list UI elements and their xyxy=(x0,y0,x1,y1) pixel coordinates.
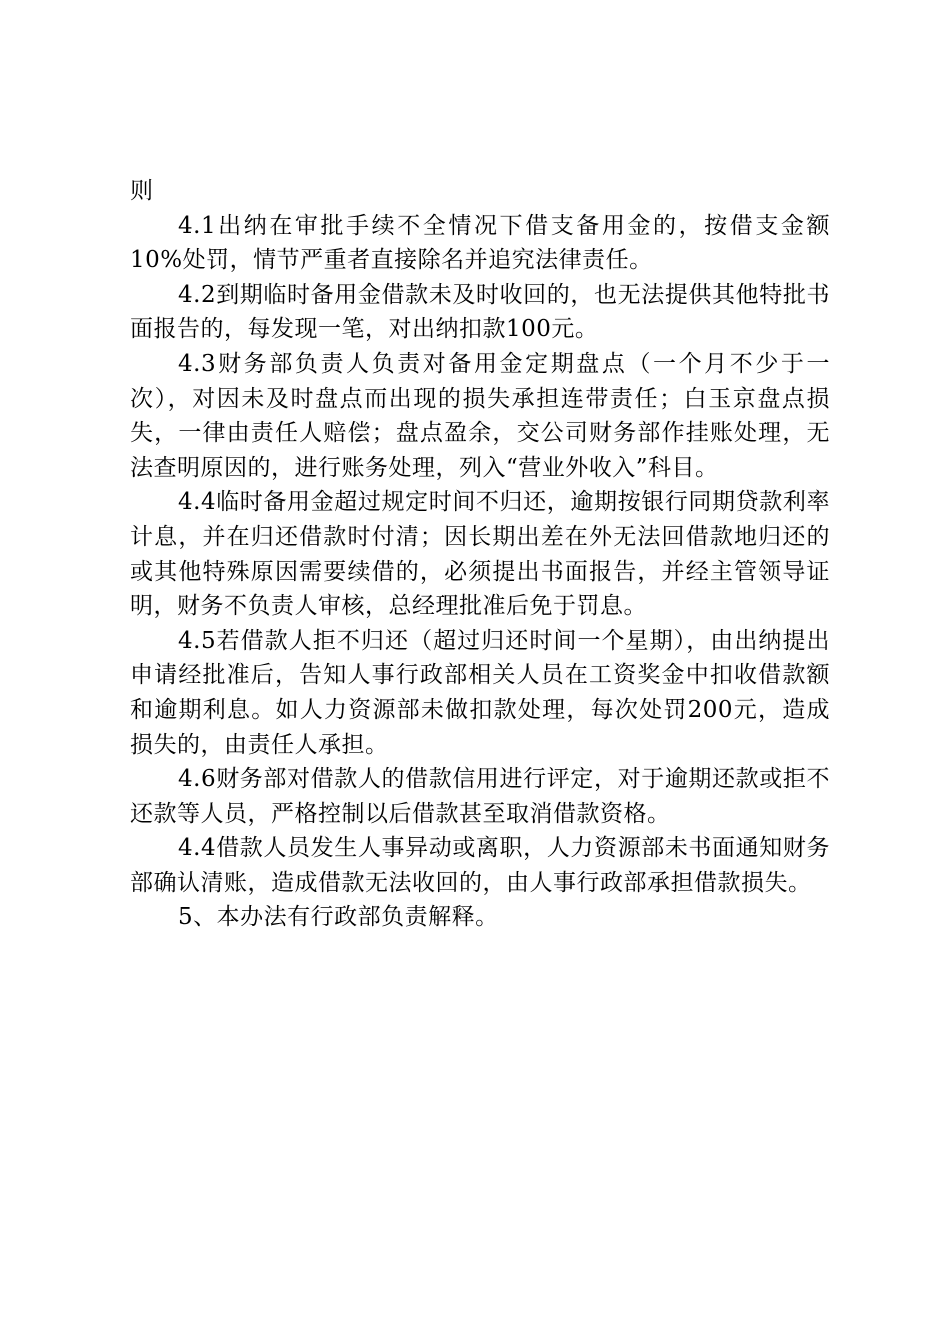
clause-4-1: 4.1出纳在审批手续不全情况下借支备用金的，按借支金额10%处罚，情节严重者直接除名并追究法律责任。 xyxy=(130,212,830,274)
clause-4-3: 4.3财务部负责人负责对备用金定期盘点（一个月不少于一次），对因未及时盘点而出现的损失承担连带责任；白玉京盘点损失，一律由责任人赔偿；盘点盈余，交公司财务部作挂账处理，无法查明原因的，进行账务处理，列入“营业外收入”科目。 xyxy=(130,350,830,481)
clause-4-2: 4.2到期临时备用金借款未及时收回的，也无法提供其他特批书面报告的，每发现一笔，对出纳扣款100元。 xyxy=(130,281,830,343)
clause-5: 5、本办法有行政部负责解释。 xyxy=(178,904,499,931)
clause-4-6: 4.6财务部对借款人的借款信用进行评定，对于逾期还款或拒不还款等人员，严格控制以后借款甚至取消借款资格。 xyxy=(130,766,830,827)
lead-fragment: 则 xyxy=(130,178,154,204)
clause-4-5: 4.5若借款人拒不归还（超过归还时间一个星期），由出纳提出申请经批准后，告知人事行政部相关人员在工资奖金中扣收借款额和逾期利息。如人力资源部未做扣款处理，每次处罚200元，造成损失的，由责任人承担。 xyxy=(130,627,830,758)
document-body xyxy=(130,174,830,935)
clause-4-4-second: 4.4借款人员发生人事异动或离职，人力资源部未书面通知财务部确认清账，造成借款无法收回的，由人事行政部承担借款损失。 xyxy=(130,835,830,896)
clause-4-4: 4.4临时备用金超过规定时间不归还，逾期按银行同期贷款利率计息，并在归还借款时付清；因长期出差在外无法回借款地归还的或其他特殊原因需要续借的，必须提出书面报告，并经主管领导证明，财务不负责人审核，总经理批准后免于罚息。 xyxy=(130,489,830,620)
